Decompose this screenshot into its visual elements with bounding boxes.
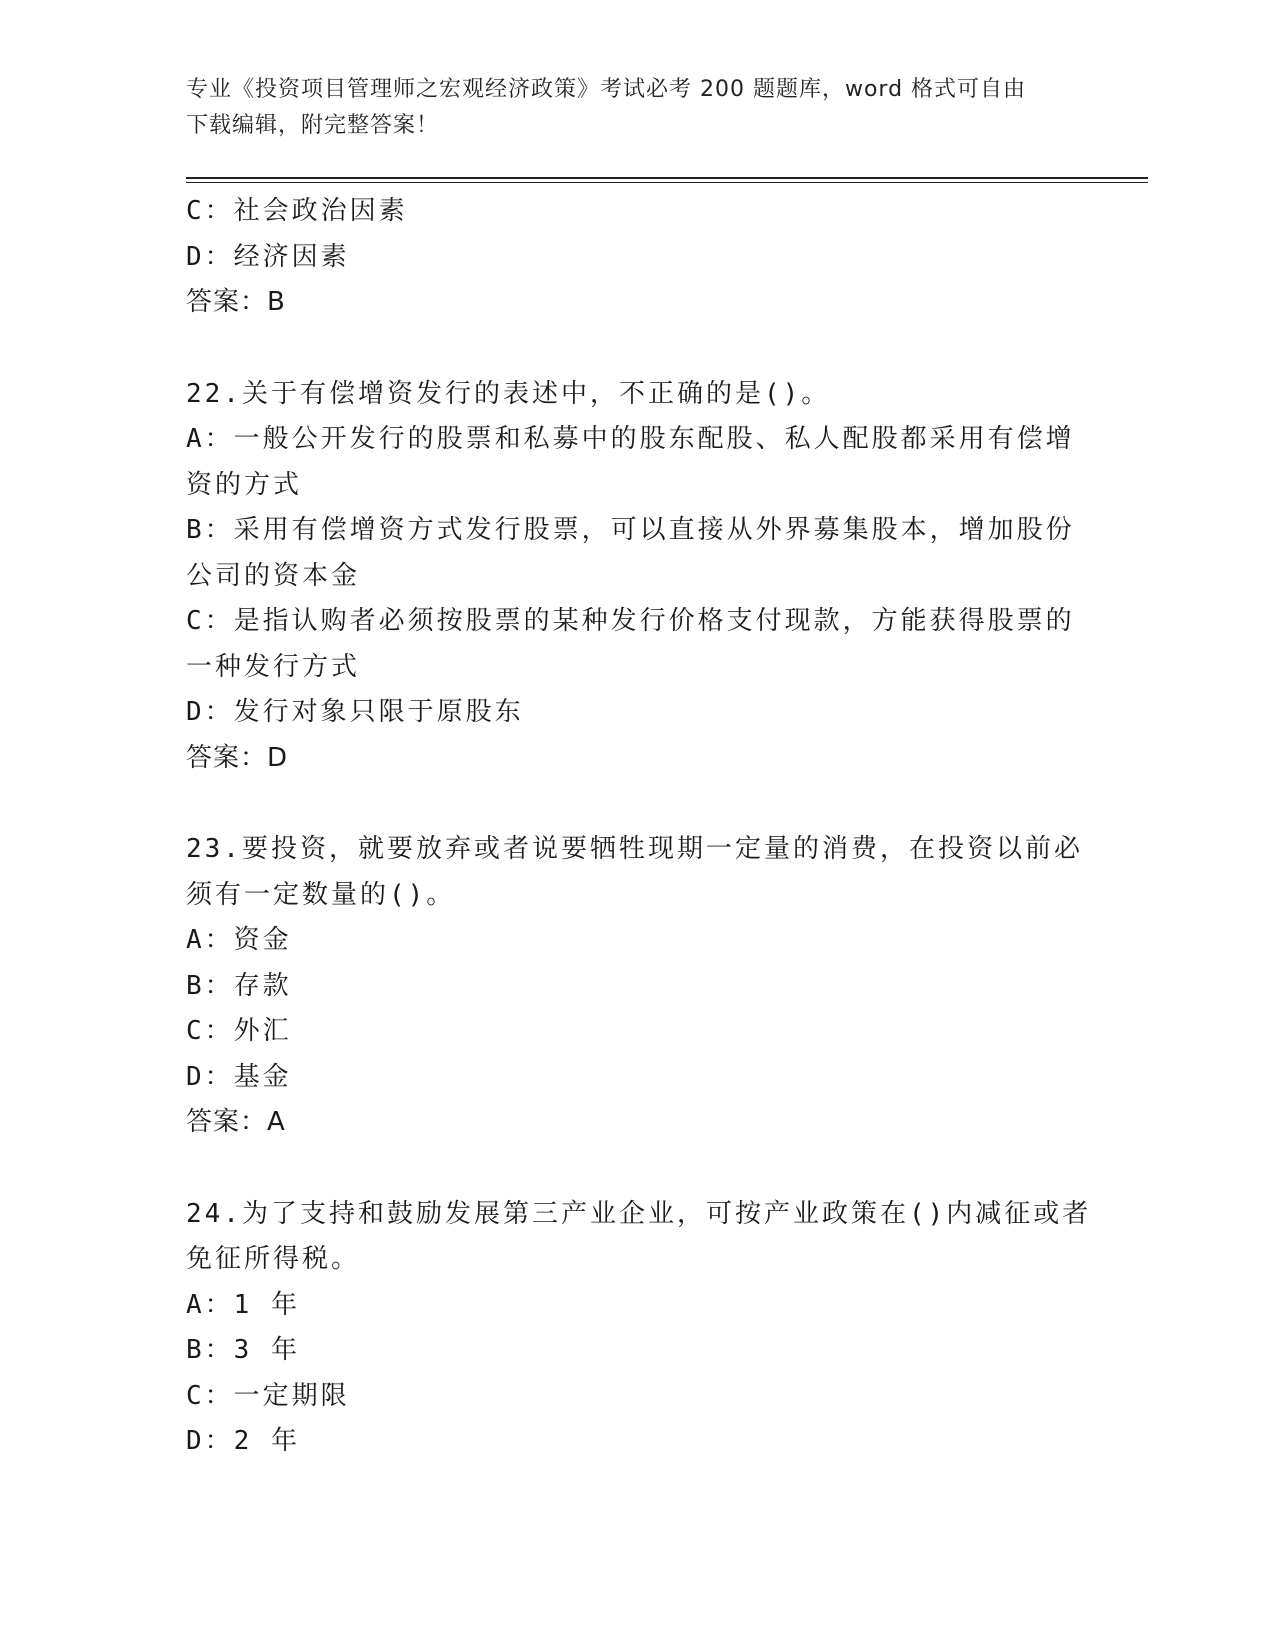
option-d: D：2 年 [186,1426,300,1456]
option-c: C：是指认购者必须按股票的某种发行价格支付现款，方能获得股票的 [186,606,1075,636]
option-c: C：外汇 [186,1016,292,1046]
spacer [186,326,1086,372]
option-a-cont: 资的方式 [186,469,303,500]
question-24 [186,1192,1092,1465]
question-22 [186,372,1086,782]
header-line-1: 专业《投资项目管理师之宏观经济政策》考试必考 200 题题库，word 格式可自由 [186,77,1027,102]
header-rule-thin [186,182,1148,183]
header-line-2: 下载编辑，附完整答案！ [186,113,440,138]
header-rule-thick [186,177,1148,179]
question-text: 24.为了支持和鼓励发展第三产业企业，可按产业政策在()内减征或者 [186,1198,1092,1229]
option-a: A：一般公开发行的股票和私募中的股东配股、私人配股都采用有偿增 [186,424,1075,454]
option-b: B：存款 [186,970,292,1001]
option-b: B：3 年 [186,1335,300,1365]
option-c: C：一定期限 [186,1380,350,1411]
option-a: A：资金 [186,925,292,955]
option-b: B：采用有偿增资方式发行股票，可以直接从外界募集股本，增加股份 [186,515,1075,545]
question-text-cont: 免征所得税。 [186,1244,361,1274]
question-text-cont: 须有一定数量的()。 [186,879,456,910]
question-21-tail [186,189,1086,326]
question-list [186,189,1092,1465]
page-header [186,72,1086,144]
question-23 [186,827,1086,1146]
option-d: D：发行对象只限于原股东 [186,697,524,727]
option-c: C：社会政治因素 [186,196,408,226]
option-a: A：1 年 [186,1289,300,1320]
spacer [186,781,1086,827]
option-c-cont: 一种发行方式 [186,651,361,682]
answer-line: 答案：A [186,1107,286,1137]
option-b-cont: 公司的资本金 [186,560,361,591]
option-d: D：基金 [186,1061,292,1092]
question-text: 23.要投资，就要放弃或者说要牺牲现期一定量的消费，在投资以前必 [186,834,1083,864]
option-d: D：经济因素 [186,241,350,272]
answer-line: 答案：D [186,742,289,773]
question-text: 22.关于有偿增资发行的表述中，不正确的是()。 [186,378,831,409]
answer-line: 答案：B [186,287,286,317]
spacer [186,1146,1086,1192]
